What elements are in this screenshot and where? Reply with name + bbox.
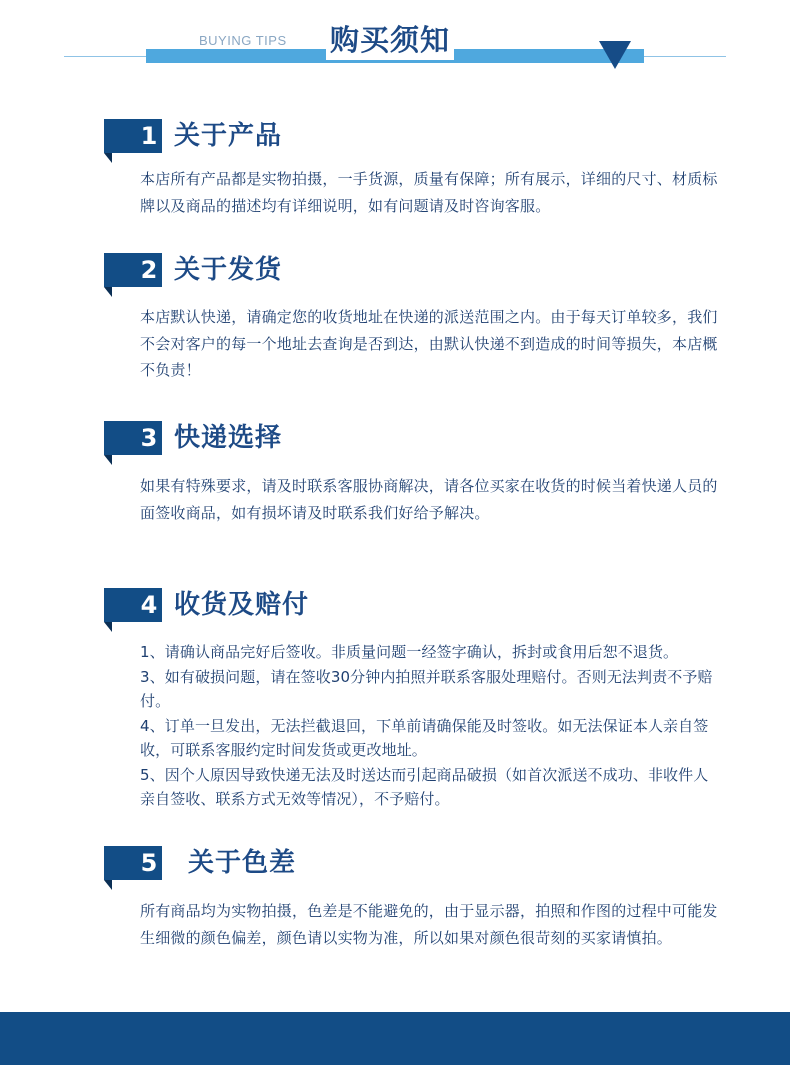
section-text: 所有商品均为实物拍摄，色差是不能避免的，由于显示器，拍照和作图的过程中可能发生细微的颜色偏差，颜色请以实物为准，所以如果对颜色很苛刻的买家请慎拍。 [140,902,718,947]
section-title: 收货及赔付 [174,590,310,620]
section-text: 本店所有产品都是实物拍摄，一手货源，质量有保障；所有展示，详细的尺寸、材质标牌以及商品的描述均有详细说明，如有问题请及时咨询客服。 [140,170,718,215]
badge-fold-icon [104,287,112,297]
section-5-body [140,898,720,951]
section-text: 本店默认快递，请确定您的收货地址在快递的派送范围之内。由于每天订单较多，我们不会对客户的每一个地址去查询是否到达，由默认快递不到造成的时间等损失，本店概不负责！ [140,308,718,379]
section-text: 如果有特殊要求，请及时联系客服协商解决，请各位买家在收货的时候当着快递人员的面签收商品，如有损坏请及时联系我们好给予解决。 [140,477,718,522]
list-item: 1、请确认商品完好后签收。非质量问题一经签字确认，拆封或食用后恕不退货。 [140,643,679,661]
section-number-badge: 4 [104,588,162,622]
list-item: 5、因个人原因导致快递无法及时送达而引起商品破损（如首次派送不成功、非收件人亲自签收、联系方式无效等情况），不予赔付。 [140,765,709,808]
section-number-badge: 2 [104,253,162,287]
badge-fold-icon [104,622,112,632]
section-1-body [140,166,720,219]
badge-fold-icon [104,880,112,890]
header-english-title: BUYING TIPS [199,33,287,48]
footer-bar [0,1012,790,1065]
list-item: 4、订单一旦发出，无法拦截退回，下单前请确保能及时签收。如无法保证本人亲自签收，可联系客服约定时间发货或更改地址。 [140,716,709,759]
section-title: 关于发货 [174,255,283,285]
badge-fold-icon [104,455,112,465]
section-title: 快递选择 [174,423,283,453]
section-number-badge: 5 [104,846,162,880]
badge-fold-icon [104,153,112,163]
page-title: 购买须知 [326,20,454,60]
section-4-body [140,640,718,812]
section-number-badge: 3 [104,421,162,455]
section-3-body [140,473,720,526]
list-item: 3、如有破损问题，请在签收30分钟内拍照并联系客服处理赔付。否则无法判责不予赔付。 [140,667,713,710]
section-2-body [140,304,720,384]
section-title: 关于产品 [174,121,283,151]
triangle-marker-icon [599,41,631,69]
section-title: 关于色差 [188,848,297,878]
section-number-badge: 1 [104,119,162,153]
